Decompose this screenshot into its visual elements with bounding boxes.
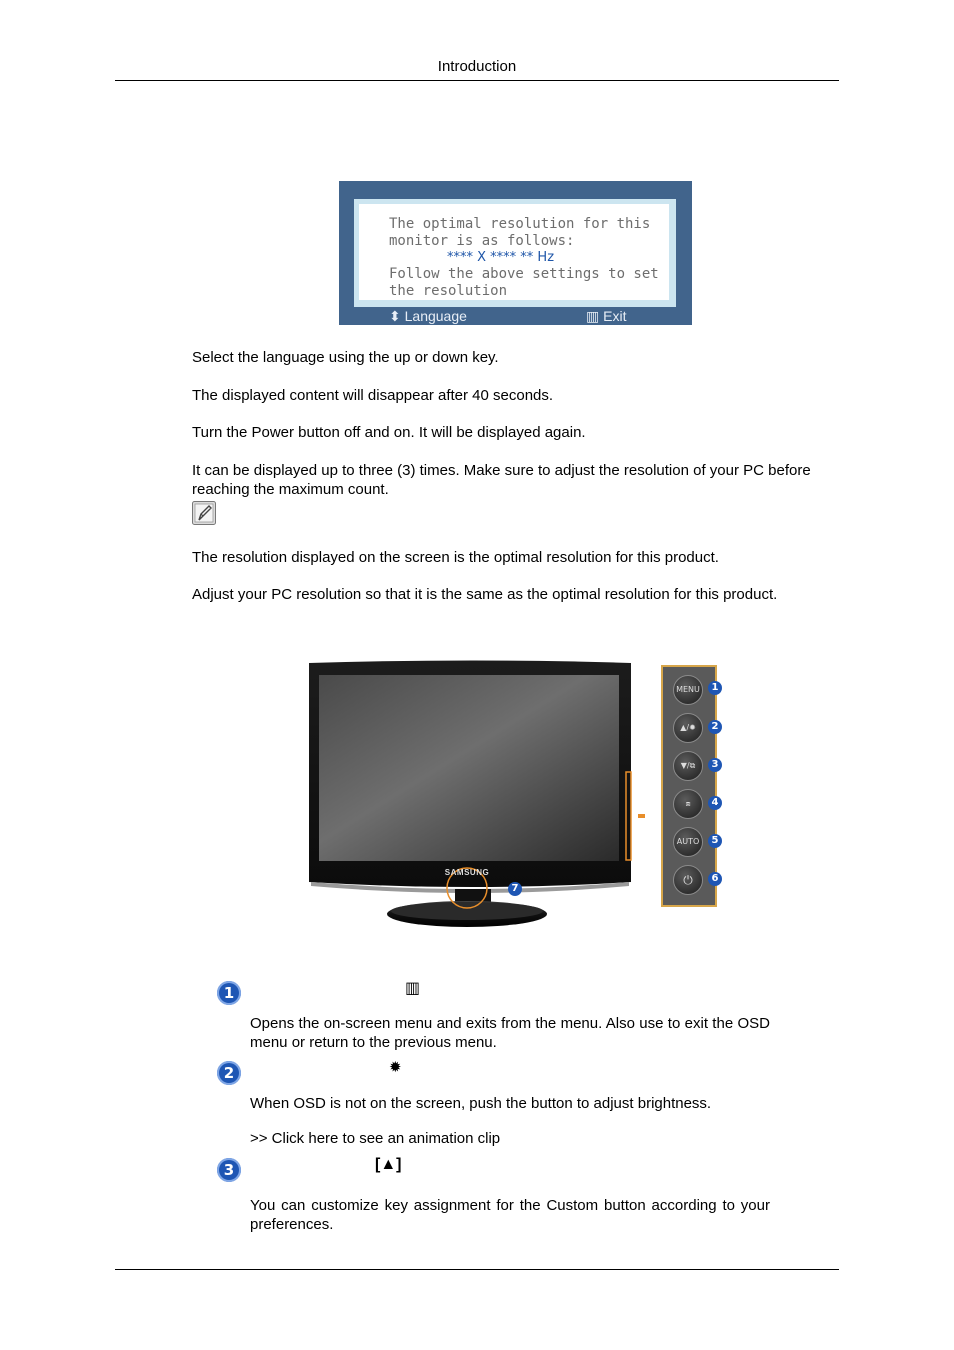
item-description: You can customize key assignment for the Custom button according to your preferences. bbox=[250, 1197, 770, 1233]
custom-icon: [▲] bbox=[375, 1156, 402, 1173]
osd-message-box bbox=[354, 199, 676, 307]
callout-badge: 3 bbox=[708, 758, 722, 772]
brand-logo: SAMSUNG bbox=[444, 868, 490, 877]
brightness-key: ▲/✹ bbox=[673, 713, 703, 743]
callout-badge: 2 bbox=[708, 720, 722, 734]
callout-badge: 7 bbox=[508, 882, 522, 896]
osd-line: The optimal resolution for this bbox=[389, 216, 651, 232]
paragraph: It can be displayed up to three (3) times. Make sure to adjust the resolution of your PC before reaching the maximum count. bbox=[192, 462, 811, 498]
callout-badge: 5 bbox=[708, 834, 722, 848]
paragraph: Select the language using the up or down key. bbox=[192, 349, 499, 366]
note-text: The resolution displayed on the screen is the optimal resolution for this product. bbox=[192, 549, 719, 566]
note-text: Adjust your PC resolution so that it is the same as the optimal resolution for this product. bbox=[192, 586, 778, 603]
item-description: When OSD is not on the screen, push the button to adjust brightness. bbox=[250, 1095, 712, 1112]
callout-badge: 6 bbox=[708, 872, 722, 886]
animation-clip-link[interactable]: >> Click here to see an animation clip bbox=[250, 1130, 501, 1147]
item-number-badge: 1 bbox=[217, 981, 241, 1005]
footer-rule bbox=[115, 1269, 839, 1270]
item-description: Opens the on-screen menu and exits from the menu. Also use to exit the OSD menu or return to the previous menu. bbox=[250, 1015, 770, 1051]
callout-badge: 1 bbox=[708, 681, 722, 695]
power-key: ⏻ bbox=[673, 865, 703, 895]
auto-key: AUTO bbox=[673, 827, 703, 857]
osd-resolution-value: **** X **** ** Hz bbox=[447, 250, 555, 265]
menu-icon: ▥ bbox=[405, 980, 421, 997]
front-button-panel bbox=[661, 665, 717, 907]
paragraph: Turn the Power button off and on. It will be displayed again. bbox=[192, 424, 586, 441]
osd-language-label: ⬍ Language bbox=[389, 308, 467, 324]
osd-resolution-dialog bbox=[339, 181, 692, 325]
osd-line: the resolution bbox=[389, 283, 508, 299]
monitor-illustration bbox=[305, 660, 645, 935]
item-number-badge: 2 bbox=[217, 1061, 241, 1085]
item-number-badge: 3 bbox=[217, 1158, 241, 1182]
note-icon bbox=[192, 501, 216, 525]
paragraph: The displayed content will disappear after 40 seconds. bbox=[192, 387, 554, 404]
osd-line: monitor is as follows: bbox=[389, 233, 575, 249]
source-key: ⧈ bbox=[673, 789, 703, 819]
menu-key: MENU bbox=[673, 675, 703, 705]
header-rule bbox=[115, 80, 839, 81]
page-header-title: Introduction bbox=[437, 58, 517, 75]
osd-line: Follow the above settings to set bbox=[389, 266, 659, 282]
osd-exit-label: ▥ Exit bbox=[586, 308, 627, 324]
custom-key: ▼/⧉ bbox=[673, 751, 703, 781]
brightness-icon: ✹ bbox=[389, 1059, 402, 1076]
callout-badge: 4 bbox=[708, 796, 722, 810]
